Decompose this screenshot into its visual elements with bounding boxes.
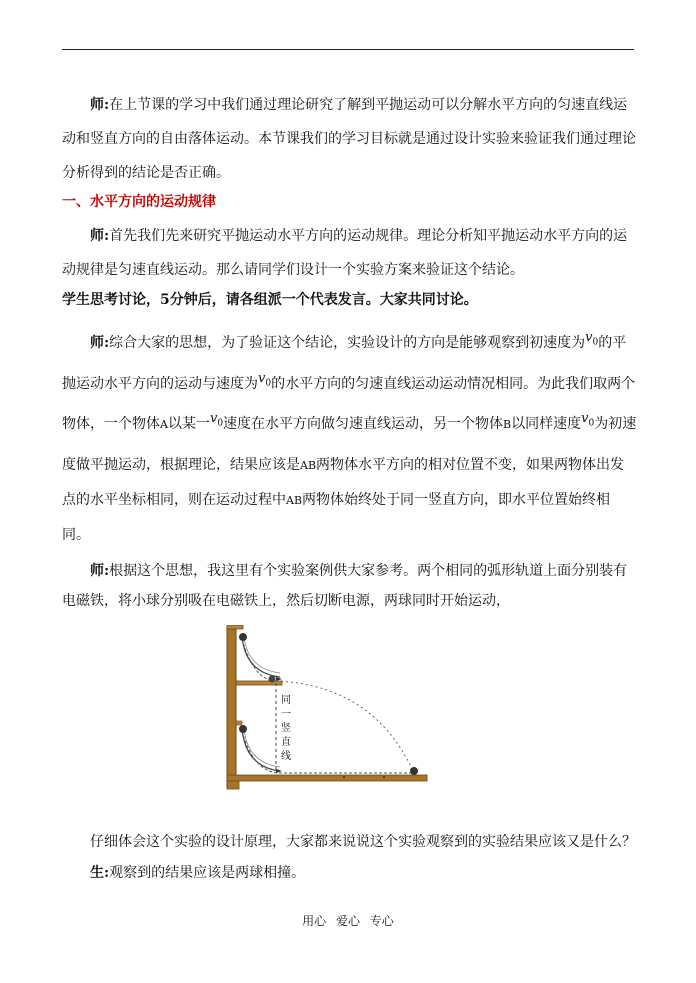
label-char: 直: [281, 737, 291, 748]
speaker-label: 师:: [90, 563, 110, 579]
paragraph-text: 根据这个思想，我这里有个实验案例供大家参考。两个相同的弧形轨道上面分别装有电磁铁，将小球分别吸在电磁铁上，然后切断电源，两球同时开始运动，: [62, 563, 628, 609]
ball-collision: [410, 767, 418, 775]
objects-ab-label: AB: [286, 493, 303, 507]
v0-symbol: $v_0$: [209, 411, 224, 429]
paragraph-experiment: [62, 556, 638, 616]
paragraph-design: [62, 326, 638, 553]
text-span: 的平抛运动水平方向的运动与速度为: [62, 335, 627, 392]
object-a-label: A: [160, 418, 168, 432]
vertical-line-label: [281, 694, 291, 762]
text-span: 综合大家的思想，为了验证这个结论，实验设计的方向是能够观察到初速度为: [109, 335, 586, 351]
floor-board: [227, 775, 427, 781]
header-rule: [62, 49, 634, 50]
speaker-label: 师:: [90, 228, 110, 244]
text-span: 两物体始终处于同一竖直方向，即水平位置始终相同。: [62, 491, 611, 543]
ball-lower-start: [239, 725, 247, 733]
paragraph-intro: [62, 88, 638, 190]
label-char: 线: [281, 751, 291, 762]
text-span: 以同样速度: [511, 416, 582, 433]
upper-track-base: [236, 681, 282, 685]
paragraph-text: 观察到的结果应该是两球相撞。: [109, 865, 306, 881]
speaker-label: 生:: [90, 865, 110, 881]
upper-arc-track: [242, 637, 280, 677]
ball-upper-start: [239, 633, 247, 641]
text-span: 两物体水平方向的相对位置不变，如果两物体出发点的水平坐标相同，则在运动过程中: [62, 456, 625, 508]
label-char: 竖: [281, 723, 291, 734]
section-heading: 一、水平方向的运动规律: [62, 194, 216, 210]
wall-board: [227, 627, 236, 787]
object-b-label: B: [503, 418, 512, 432]
projectile-path: [276, 681, 414, 773]
v0-symbol: $v_0$: [585, 330, 599, 348]
paragraph-question: [62, 219, 638, 287]
text-span: 为初速度做平抛运动，根据理论，结果应该是: [62, 416, 637, 473]
speaker-label: 师:: [90, 97, 110, 113]
discussion-note: 学生思考讨论，5分钟后，请各组派一个代表发言。大家共同讨论。: [62, 292, 478, 308]
v0-symbol: $v_0$: [258, 370, 272, 389]
text-span: 以某一: [167, 416, 210, 433]
paragraph-text: 在上节课的学习中我们通过理论研究了解到平抛运动可以分解水平方向的匀速直线运动和竖直方向的自由落体运动。本节课我们的学习目标就是通过设计实验来验证我们通过理论分析得到的结论是否正确。: [62, 97, 636, 181]
paragraph-answer: [62, 858, 638, 888]
lower-arc-track: [242, 729, 280, 771]
label-char: 一: [281, 709, 291, 720]
v0-symbol: $v_0$: [581, 411, 595, 429]
ball-upper-exit: [269, 676, 276, 683]
horizontal-path: [242, 731, 414, 773]
text-span: 速度在水平方向做匀速直线运动，另一个物体: [223, 416, 504, 433]
page-footer: 用心 爱心 专心: [302, 914, 394, 928]
text-span: 的水平方向的匀速直线运动运动情况相同。为此我们取两个物体，一个物体: [62, 375, 636, 433]
paragraph-reflect: 仔细体会这个实验的设计原理，大家都来说说这个实验观察到的实验结果应该又是什么？: [90, 834, 636, 850]
objects-ab-label: AB: [300, 458, 317, 472]
speaker-label: 师:: [90, 335, 110, 351]
label-char: 同: [281, 695, 291, 706]
experiment-figure: [224, 625, 442, 793]
experiment-diagram: [224, 625, 442, 793]
paragraph-text: 首先我们先来研究平抛运动水平方向的运动规律。理论分析知平抛运动水平方向的运动规律是匀速直线运动。那么请同学们设计一个实验方案来验证这个结论。: [62, 228, 628, 278]
